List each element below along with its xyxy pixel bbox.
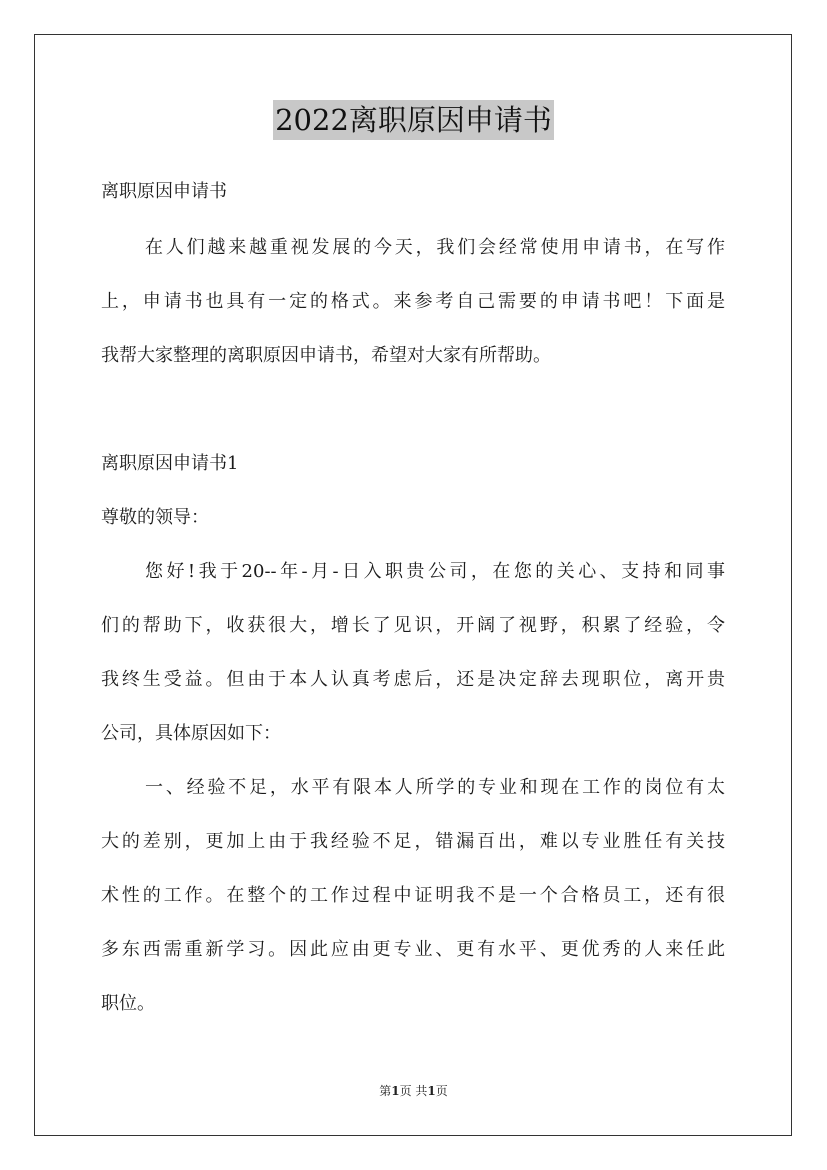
para1-line-3: 我终生受益。但由于本人认真考虑后，还是决定辞去现职位，离开贵	[101, 669, 725, 690]
footer-page-total: 1	[427, 1084, 436, 1098]
document-title: 2022离职原因申请书	[273, 100, 554, 140]
para2-line-4: 多东西需重新学习。因此应由更专业、更有水平、更优秀的人来任此	[101, 939, 725, 960]
footer-mid: 页 共	[399, 1084, 428, 1098]
intro-line-1: 在人们越来越重视发展的今天，我们会经常使用申请书，在写作	[145, 237, 725, 258]
page-footer	[0, 1083, 827, 1099]
footer-page-number: 1	[391, 1084, 400, 1098]
footer-prefix: 第	[379, 1084, 392, 1098]
footer-suffix: 页	[435, 1084, 448, 1098]
para1-line-1: 您好!我于20--年-月-日入职贵公司，在您的关心、支持和同事	[145, 561, 725, 582]
intro-line-2: 上，申请书也具有一定的格式。来参考自己需要的申请书吧！下面是	[101, 291, 725, 312]
title-container	[0, 100, 827, 140]
document-subtitle: 离职原因申请书	[101, 181, 227, 202]
para2-line-3: 术性的工作。在整个的工作过程中证明我不是一个合格员工，还有很	[101, 885, 725, 906]
para2-line-2: 大的差别，更加上由于我经验不足，错漏百出，难以专业胜任有关技	[101, 831, 725, 852]
section-heading: 离职原因申请书1	[101, 453, 239, 474]
para2-line-1: 一、经验不足，水平有限本人所学的专业和现在工作的岗位有太	[145, 777, 725, 798]
intro-line-3: 我帮大家整理的离职原因申请书，希望对大家有所帮助。	[101, 345, 551, 366]
para2-line-5: 职位。	[101, 993, 155, 1014]
para1-line-4: 公司，具体原因如下：	[101, 723, 281, 744]
salutation: 尊敬的领导：	[101, 507, 209, 528]
para1-line-2: 们的帮助下，收获很大，增长了见识，开阔了视野，积累了经验，令	[101, 615, 725, 636]
